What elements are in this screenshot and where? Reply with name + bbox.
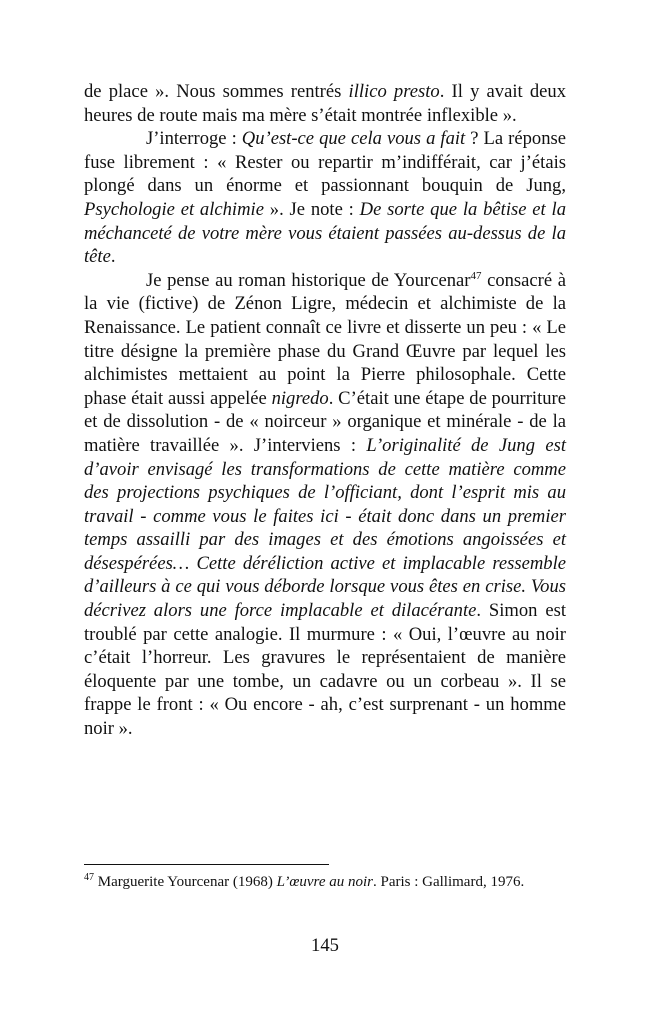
text-run: de place ». Nous sommes rentrés [84,81,349,102]
footnote-ref: 47 [84,872,94,883]
text-run: J’interroge : [146,128,242,150]
italic-text: illico presto [348,81,440,102]
paragraph-1 [84,80,566,127]
italic-text: L’œuvre au noir [276,874,373,890]
italic-text: Psychologie et alchimie [84,198,264,220]
footnote-47 [84,871,566,893]
italic-text: Qu’est-ce que cela vous a fait [241,128,466,150]
text-run: . [110,246,116,268]
body-text [84,80,566,741]
paragraph-2 [84,127,566,269]
text-run: consacré à la vie (fictive) de Zénon Ligre, médecin et alchimiste de la Renaissance. Le patient connaît ce livre et disserte un peu : « Le titre désigne la première phase du Grand Œuvre par lequel les alchimistes mettaient au point la Pierre philosophale. Cette phase était aussi appelée [84,269,566,409]
italic-text: nigredo [271,387,329,409]
italic-text: L’originalité de Jung est d’avoir envisagé les transformations de cette matière comme des projections psychiques de l’officiant, dont l’esprit mis au travail - comme vous le faites ici - était donc dans un premier temps assailli par des images et des émotions angoissées et désespérées… Cette déréliction active et implacable ressemble d’ailleurs à ce qui vous déborde lorsque vous êtes en crise. Vous décrivez alors une force implacable et dilacérante [84,434,566,622]
text-run: Je pense au roman historique de Yourcenar [146,269,471,291]
text-run: ? La réponse fuse librement : « Rester ou repartir m’indifférait, car j’étais plongé dans un énorme et passionnant bouquin de Jung, [84,128,566,197]
text-run: . Il y avait deux heures de route mais ma mère s’était montrée inflexible ». [84,81,566,126]
text-run: ». Je note : [263,198,360,220]
footnote-separator [84,864,329,865]
text-run: . Paris : Gallimard, 1976. [372,874,525,890]
italic-text: De sorte que la bêtise et la méchanceté de votre mère vous étaient passées au-dessus de la tête [84,198,566,268]
text-run: . C’était une étape de pourriture et de dissolution - de « noirceur » organique et minérale - de la matière travaillée ». J’interviens : [84,387,566,456]
footnote-ref: 47 [470,269,482,282]
text-run: . Simon est troublé par cette analogie. Il murmure : « Oui, l’œuvre au noir c’était l’horreur. Les gravures le représentaient de manière éloquente par une tombe, un cadavre ou un corbeau ». Il se frappe le front : « Ou encore - ah, c’est surprenant - un homme noir ». [84,600,566,740]
page-number: 145 [311,935,339,956]
text-run: Marguerite Yourcenar (1968) [94,874,277,890]
paragraph-3 [84,269,566,741]
